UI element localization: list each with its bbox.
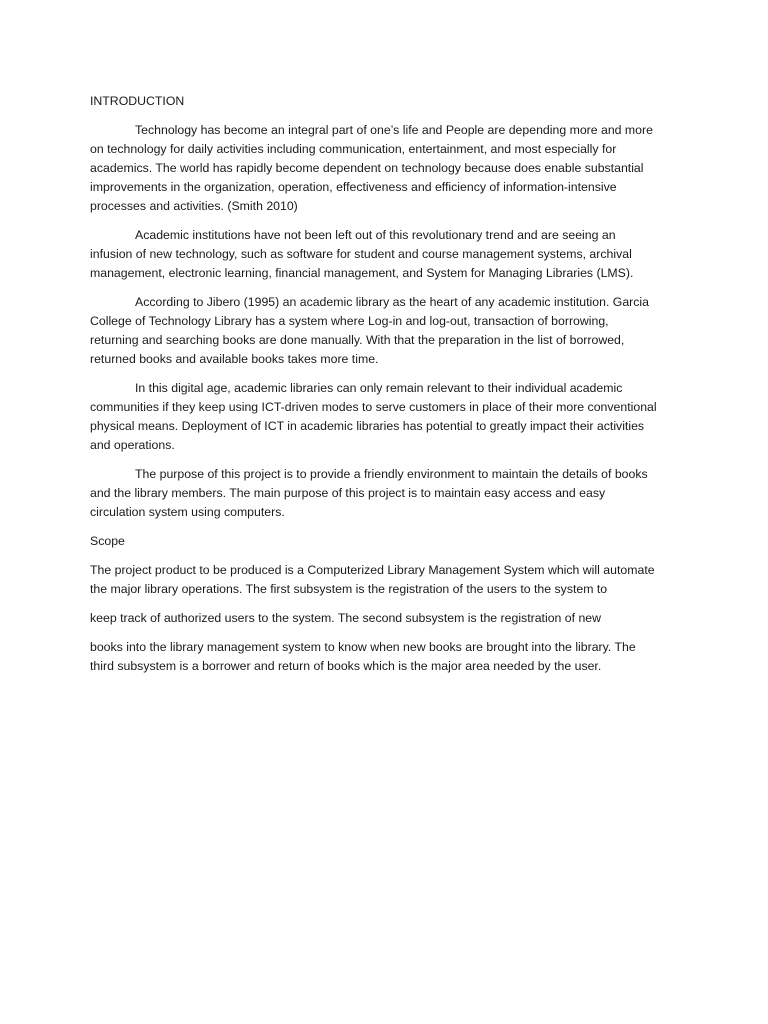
scope-paragraph-3	[90, 638, 682, 676]
paragraph-line: According to Jibero (1995) an academic library as the heart of any academic institution. Garcia	[135, 295, 649, 309]
intro-paragraph-4	[90, 379, 682, 455]
paragraph-line: returning and searching books are done manually. With that the preparation in the list of borrowed,	[90, 333, 625, 347]
paragraph-line: academics. The world has rapidly become dependent on technology because does enable substantial	[90, 161, 644, 175]
paragraph-line: infusion of new technology, such as software for student and course management systems, archival	[90, 247, 632, 261]
intro-paragraph-5	[90, 465, 682, 522]
paragraph-line: The project product to be produced is a Computerized Library Management System which will automate	[90, 563, 655, 577]
scope-paragraph-2	[90, 609, 682, 628]
paragraph-line: College of Technology Library has a system where Log-in and log-out, transaction of borrowing,	[90, 314, 609, 328]
paragraph-line: improvements in the organization, operation, effectiveness and efficiency of information-intensive	[90, 180, 617, 194]
paragraph-line: on technology for daily activities including communication, entertainment, and most especially for	[90, 142, 617, 156]
scope-paragraph-1	[90, 561, 682, 599]
paragraph-line: keep track of authorized users to the system. The second subsystem is the registration of new	[90, 611, 602, 625]
paragraph-line: and operations.	[90, 438, 175, 452]
intro-paragraph-2	[90, 226, 682, 283]
paragraph-line: The purpose of this project is to provide a friendly environment to maintain the details of books	[135, 467, 648, 481]
paragraph-line: Academic institutions have not been left out of this revolutionary trend and are seeing an	[135, 228, 616, 242]
paragraph-line: physical means. Deployment of ICT in academic libraries has potential to greatly impact their activities	[90, 419, 645, 433]
scope-heading: Scope	[90, 534, 125, 548]
introduction-heading: INTRODUCTION	[90, 94, 185, 108]
paragraph-line: management, electronic learning, financial management, and System for Managing Libraries (LMS).	[90, 266, 634, 280]
paragraph-line: and the library members. The main purpose of this project is to maintain easy access and easy	[90, 486, 606, 500]
paragraph-line: processes and activities. (Smith 2010)	[90, 199, 298, 213]
paragraph-line: the major library operations. The first subsystem is the registration of the users to the system to	[90, 582, 608, 596]
intro-paragraph-3	[90, 293, 682, 369]
document-page	[90, 92, 682, 686]
paragraph-line: In this digital age, academic libraries can only remain relevant to their individual academic	[135, 381, 623, 395]
intro-paragraph-1	[90, 121, 682, 216]
paragraph-line: third subsystem is a borrower and return of books which is the major area needed by the user.	[90, 659, 602, 673]
paragraph-line: returned books and available books takes more time.	[90, 352, 379, 366]
paragraph-line: communities if they keep using ICT-driven modes to serve customers in place of their more conventional	[90, 400, 657, 414]
paragraph-line: books into the library management system to know when new books are brought into the library. The	[90, 640, 636, 654]
paragraph-line: Technology has become an integral part of one’s life and People are depending more and more	[135, 123, 653, 137]
paragraph-line: circulation system using computers.	[90, 505, 285, 519]
